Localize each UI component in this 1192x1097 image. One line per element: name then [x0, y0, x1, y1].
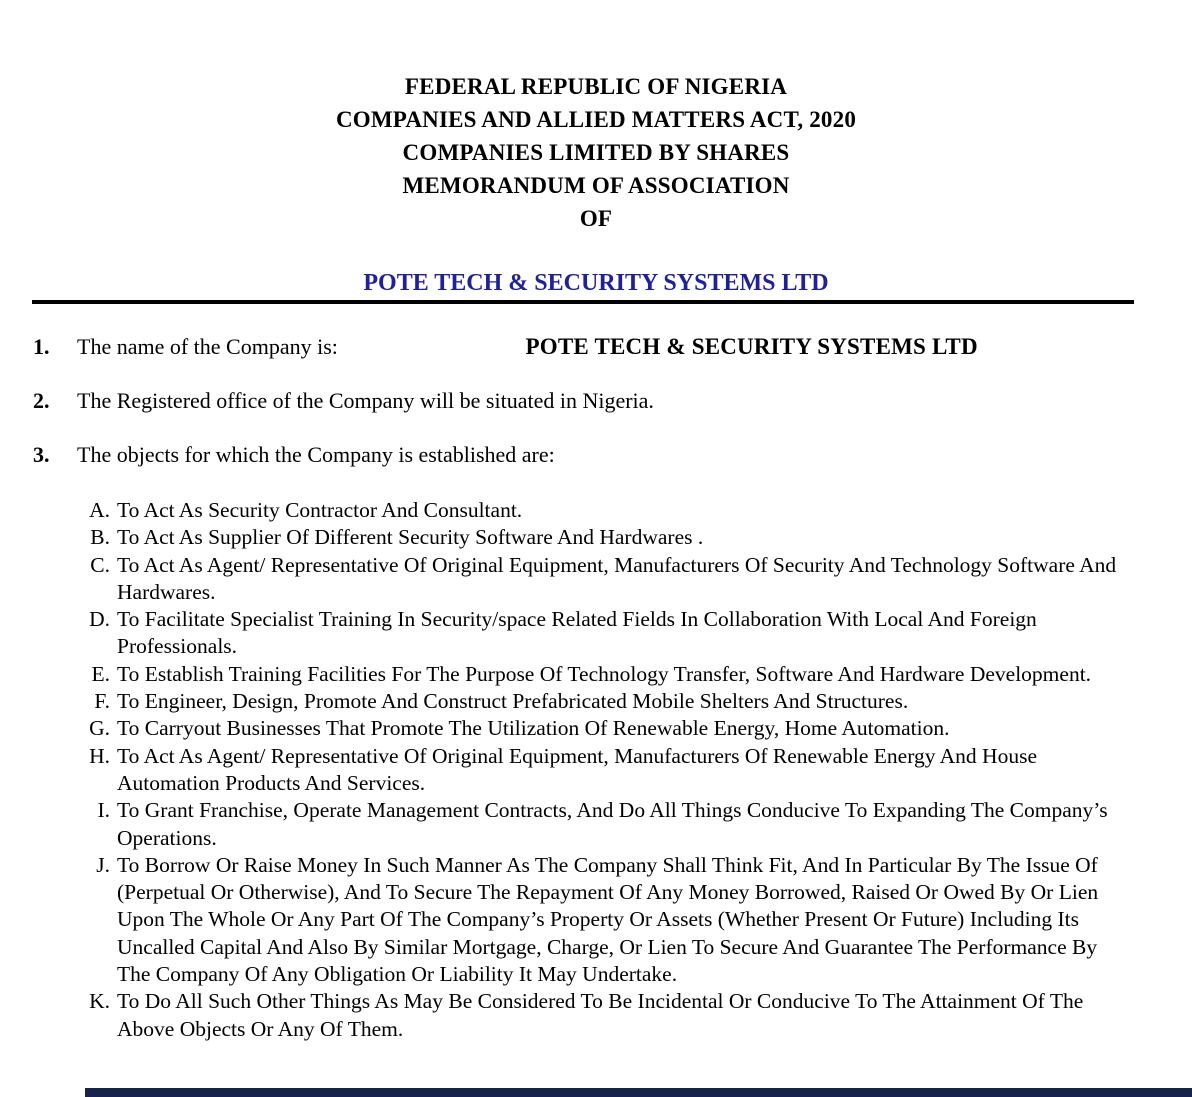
list-item-text: To Engineer, Design, Promote And Construct Prefabricated Mobile Shelters And Structures. — [117, 689, 909, 714]
title-underline-rule — [32, 300, 1134, 304]
company-name-title: POTE TECH & SECURITY SYSTEMS LTD — [363, 270, 829, 296]
bottom-divider-bar — [85, 1088, 1192, 1097]
list-item-text: To Act As Agent/ Representative Of Original Equipment, Manufacturers Of Renewable Energy And House Automation Products And Services. — [117, 743, 1037, 795]
list-item-letter: A. — [89, 498, 110, 522]
clause-registered-office — [0, 389, 1192, 413]
clause-company-name — [0, 335, 1192, 359]
list-item-letter: D. — [89, 607, 110, 632]
list-item-text: To Act As Security Contractor And Consultant. — [117, 498, 523, 522]
list-item-letter: B. — [90, 525, 110, 550]
clause-body — [77, 335, 1192, 359]
list-item — [82, 606, 1128, 661]
list-item-text: To Carryout Businesses That Promote The Utilization Of Renewable Energy, Home Automation. — [117, 716, 950, 741]
header-line-company-type: COMPANIES LIMITED BY SHARES — [402, 140, 790, 165]
clause-number: 3. — [33, 442, 50, 467]
list-item — [82, 715, 1128, 742]
clause-objects-intro — [0, 443, 1192, 467]
list-item-text: To Establish Training Facilities For The Purpose Of Technology Transfer, Software And Hardware Development. — [117, 661, 1092, 686]
clause-text: The objects for which the Company is established are: — [77, 442, 555, 467]
document-header — [0, 70, 1192, 235]
list-item-letter: I. — [97, 798, 110, 823]
list-item — [82, 524, 1128, 551]
clauses-section — [0, 335, 1192, 467]
list-item-letter: G. — [89, 716, 110, 741]
list-item — [82, 552, 1128, 607]
list-item-letter: K. — [89, 989, 110, 1014]
list-item-letter: J. — [96, 852, 110, 877]
list-item-letter: C. — [90, 552, 110, 577]
list-item-text: To Borrow Or Raise Money In Such Manner As The Company Shall Think Fit, And In Particular By The Issue Of (Perpetual Or Otherwise), And To Secure The Repayment Of Any Money Borrowed, Raised Or Owed By Or Lien Upon The Whole Or Any Part Of The Company’s Property Or Assets (Whether Present Or Future) Including Its Uncalled Capital And Also By Similar Mortgage, Charge, Or Lien To Secure And Guarantee The Performance By The Company Of Any Obligation Or Liability It May Undertake. — [117, 852, 1099, 987]
list-item-text: To Facilitate Specialist Training In Security/space Related Fields In Collaboration With Local And Foreign Professionals. — [117, 607, 1037, 659]
header-line-document-type: MEMORANDUM OF ASSOCIATION — [402, 173, 790, 198]
header-line-of: OF — [579, 206, 613, 231]
clause-text: The name of the Company is: — [77, 334, 338, 359]
company-name-value: POTE TECH & SECURITY SYSTEMS LTD — [525, 334, 978, 359]
objects-list — [82, 497, 1128, 1043]
list-item-letter: H. — [89, 743, 110, 768]
header-line-act: COMPANIES AND ALLIED MATTERS ACT, 2020 — [335, 107, 857, 132]
list-item-text: To Act As Agent/ Representative Of Original Equipment, Manufacturers Of Security And Technology Software And Hardwares. — [117, 552, 1117, 604]
clause-number: 2. — [33, 388, 50, 413]
list-item — [82, 743, 1128, 798]
list-item — [82, 661, 1128, 688]
list-item — [82, 797, 1128, 852]
list-item-text: To Do All Such Other Things As May Be Considered To Be Incidental Or Conducive To The Attainment Of The Above Objects Or Any Of Them. — [117, 989, 1084, 1041]
clause-number: 1. — [33, 334, 50, 359]
list-item — [82, 988, 1128, 1043]
list-item-letter: E. — [91, 661, 110, 686]
list-item — [82, 497, 1128, 524]
list-item-text: To Grant Franchise, Operate Management Contracts, And Do All Things Conducive To Expanding The Company’s Operations. — [117, 798, 1108, 850]
clause-text: The Registered office of the Company will be situated in Nigeria. — [77, 388, 654, 413]
list-item-letter: F. — [94, 689, 110, 714]
list-item — [82, 852, 1128, 988]
list-item-text: To Act As Supplier Of Different Security Software And Hardwares . — [117, 525, 704, 550]
list-item — [82, 688, 1128, 715]
header-line-country: FEDERAL REPUBLIC OF NIGERIA — [404, 74, 788, 99]
